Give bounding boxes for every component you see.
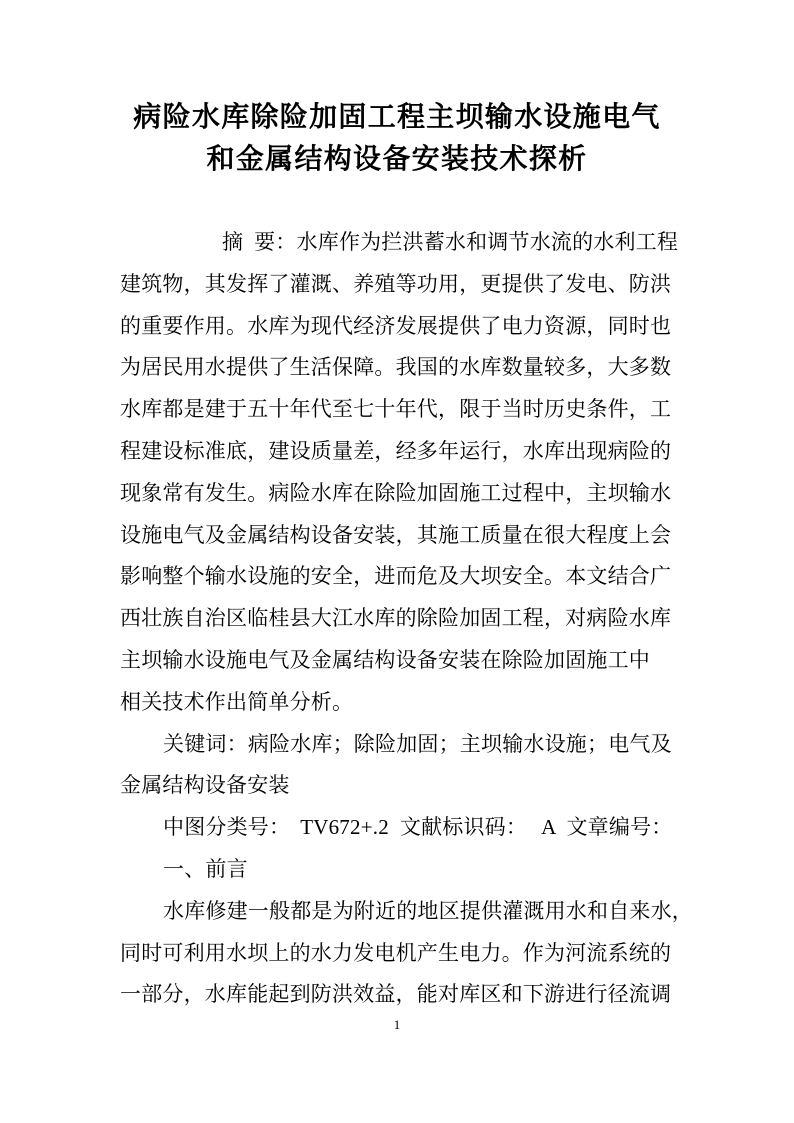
abstract-line: 的重要作用。水库为现代经济发展提供了电力资源，同时也 bbox=[120, 313, 672, 338]
abstract-line: 影响整个输水设施的安全，进而危及大坝安全。本文结合广 bbox=[120, 564, 672, 589]
abstract-line: 现象常有发生。病险水库在除险加固施工过程中，主坝输水 bbox=[120, 480, 672, 505]
clc-value: TV672+.2 bbox=[300, 815, 389, 840]
keywords-label: 关键词： bbox=[163, 731, 248, 756]
abstract-line: 设施电气及金属结构设备安装，其施工质量在很大程度上会 bbox=[120, 522, 672, 547]
clc-label: 中图分类号： bbox=[163, 815, 291, 840]
abstract-line: 程建设标准底，建设质量差，经多年运行，水库出现病险的 bbox=[120, 438, 672, 463]
keywords-text: 病险水库；除险加固；主坝输水设施；电气及 bbox=[247, 731, 672, 756]
abstract-line: 建筑物，其发挥了灌溉、养殖等功用，更提供了发电、防洪 bbox=[120, 271, 672, 296]
abstract-line: 为居民用水提供了生活保障。我国的水库数量较多，大多数 bbox=[120, 355, 672, 380]
abstract bbox=[120, 222, 700, 724]
abstract-line: 西壮族自治区临桂县大江水库的除险加固工程，对病险水库 bbox=[120, 606, 672, 631]
abstract-line: 水库都是建于五十年代至七十年代，限于当时历史条件，工 bbox=[120, 397, 672, 422]
page-number: 1 bbox=[393, 1017, 401, 1032]
keywords bbox=[120, 724, 700, 808]
paper-title bbox=[0, 97, 794, 181]
keywords-line bbox=[120, 724, 700, 766]
abstract-label: 摘 要： bbox=[222, 230, 297, 254]
article-no-label: 文章编号： bbox=[566, 815, 673, 840]
body-line: 一部分，水库能起到防洪效益，能对库区和下游进行径流调 bbox=[120, 982, 672, 1007]
paper-text bbox=[120, 222, 700, 1016]
keywords-line: 金属结构设备安装 bbox=[120, 773, 290, 798]
abstract-line: 主坝输水设施电气及金属结构设备安装在除险加固施工中 bbox=[120, 647, 650, 672]
section-heading: 一、前言 bbox=[163, 856, 248, 881]
body-paragraph bbox=[120, 891, 700, 1016]
title-line: 病险水库除险加固工程主坝输水设施电气 bbox=[133, 102, 661, 133]
abstract-line: 相关技术作出简单分析。 bbox=[120, 689, 354, 714]
doc-code-label: 文献标识码： bbox=[399, 815, 528, 840]
title-line: 和金属结构设备安装技术探析 bbox=[206, 144, 588, 175]
abstract-line bbox=[120, 222, 700, 264]
body-line: 水库修建一般都是为附近的地区提供灌溉用水和自来水， bbox=[163, 898, 693, 923]
abstract-text: 水库作为拦洪蓄水和调节水流的水利工程 bbox=[296, 230, 679, 254]
doc-code-value: A bbox=[541, 815, 557, 840]
classification-line bbox=[120, 807, 700, 849]
body-line: 同时可利用水坝上的水力发电机产生电力。作为河流系统的 bbox=[120, 940, 672, 965]
